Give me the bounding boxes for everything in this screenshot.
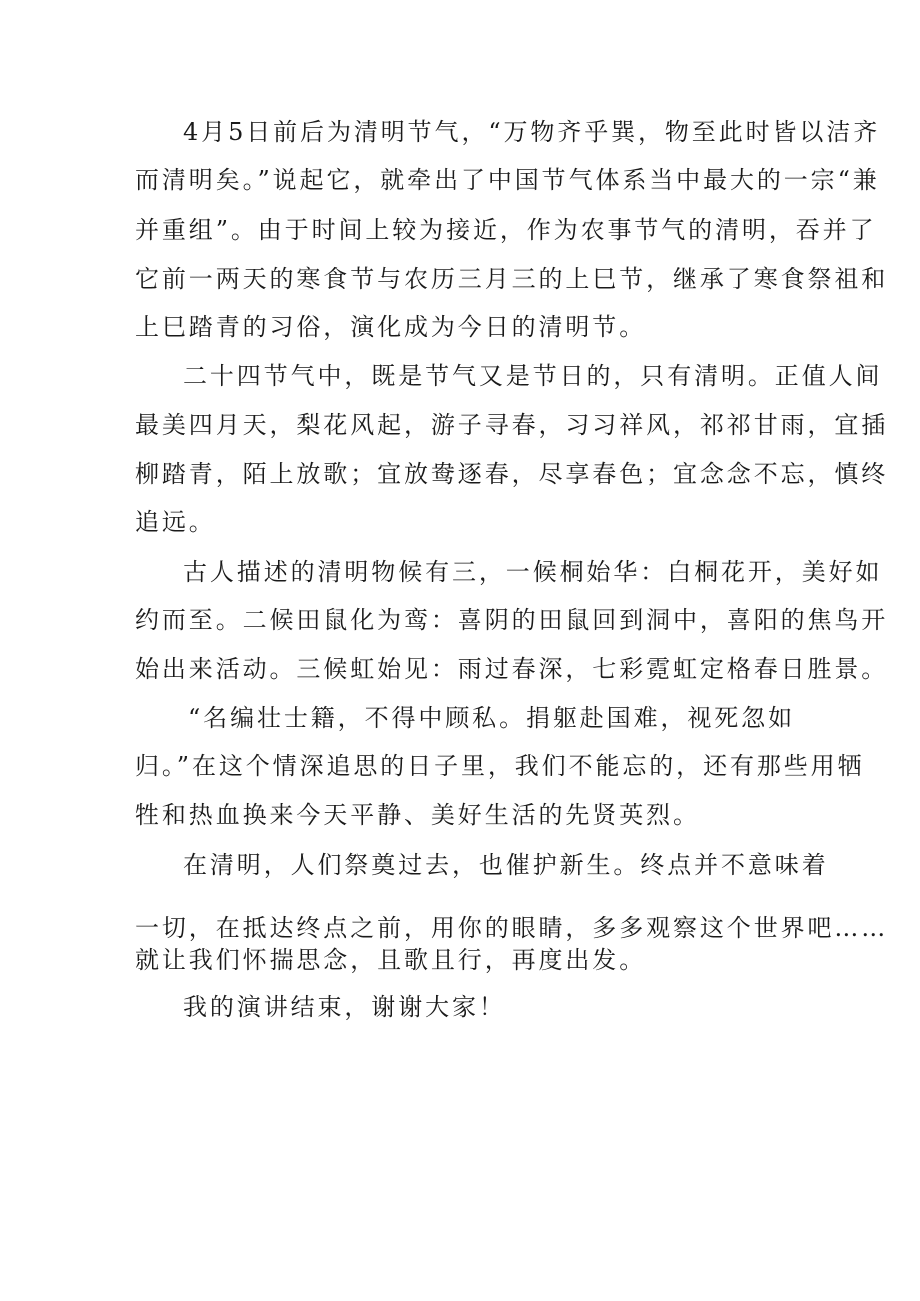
paragraph-line: 约而至。二候田鼠化为鸾：喜阴的田鼠回到洞中，喜阳的焦鸟开 <box>135 606 889 634</box>
paragraph-line: 上巳踏青的习俗，演化成为今日的清明节。 <box>135 313 647 341</box>
paragraph-line: 古人描述的清明物候有三，一候桐始华：白桐花开，美好如 <box>183 558 883 586</box>
paragraph-line: 二十四节气中，既是节气又是节日的，只有清明。正值人间 <box>183 362 883 390</box>
paragraph-line: 追远。 <box>135 508 216 536</box>
paragraph-line: 牲和热血换来今天平静、美好生活的先贤英烈。 <box>135 801 700 829</box>
paragraph-line: 它前一两天的寒食节与农历三月三的上巳节，继承了寒食祭祖和 <box>135 265 889 293</box>
paragraph-line: 而清明矣。”说起它，就牵出了中国节气体系当中最大的一宗“兼 <box>135 166 880 194</box>
paragraph-line: 最美四月天，梨花风起，游子寻春，习习祥风，祁祁甘雨，宜插 <box>135 411 889 439</box>
paragraph-line: 归。”在这个情深追思的日子里，我们不能忘的，还有那些用牺 <box>135 752 865 780</box>
paragraph-line: 就让我们怀揣思念，且歌且行，再度出发。 <box>135 946 647 974</box>
paragraph-line: 并重组”。由于时间上较为接近，作为农事节气的清明，吞并了 <box>135 216 877 244</box>
paragraph-line: 一切，在抵达终点之前，用你的眼睛，多多观察这个世界吧…… <box>135 914 889 942</box>
paragraph-line: 柳踏青，陌上放歌；宜放鸯逐春，尽享春色；宜念念不忘，慎终 <box>135 460 889 488</box>
paragraph-line: 在清明，人们祭奠过去，也催护新生。终点并不意味着 <box>183 851 829 879</box>
paragraph-line: “名编壮士籍，不得中顾私。捐躯赴国难，视死忽如 <box>188 704 795 732</box>
paragraph-line: 4月5日前后为清明节气，“万物齐乎巽，物至此时皆以洁齐 <box>183 118 881 146</box>
paragraph-line: 始出来活动。三候虹始见：雨过春深，七彩霓虹定格春日胜景。 <box>135 655 889 683</box>
closing-line: 我的演讲结束，谢谢大家！ <box>183 993 506 1021</box>
